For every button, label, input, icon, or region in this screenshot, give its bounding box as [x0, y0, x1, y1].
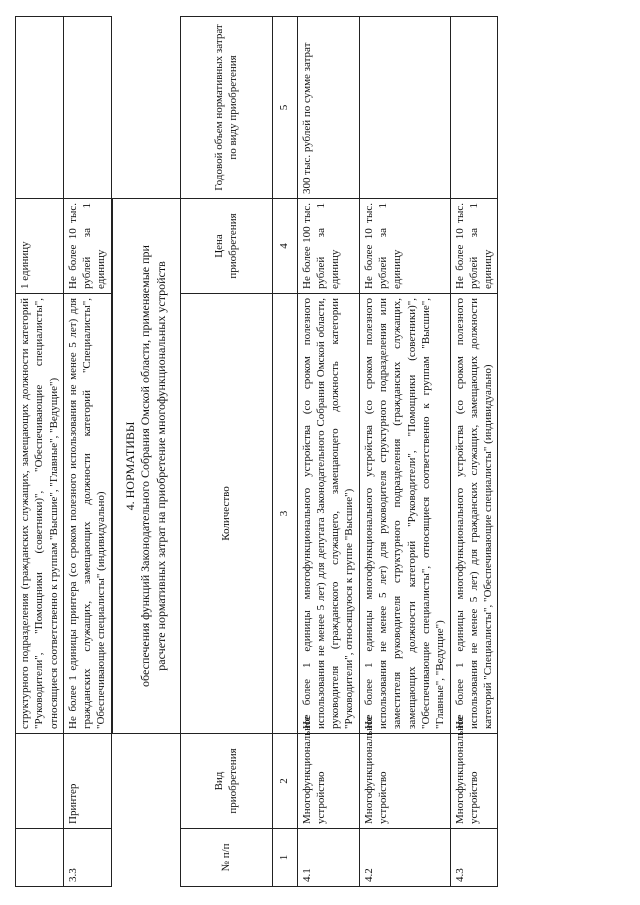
header-price: Цена приобретения [180, 198, 272, 293]
row-number: 3.3 [63, 829, 111, 887]
blank-cell [112, 829, 180, 887]
blank-cell [16, 17, 64, 199]
row-qty: Не более 1 единицы многофункционального устройства (со сроком полезного использования не менее 5 лет) для гражданских служащих, замещающих должности категорий "Специалисты", "Обеспечивающие специалисты" (индивидуально) [450, 294, 498, 734]
row-name: Принтер [63, 734, 111, 829]
col-number: 4 [272, 198, 297, 293]
section-title [112, 198, 180, 733]
table-row [450, 16, 498, 886]
table-row [359, 16, 450, 886]
row-name: Многофункциональное устройство [359, 734, 450, 829]
row-annual [359, 16, 450, 198]
row-qty: Не более 1 единицы принтера (со сроком полезного использования не менее 5 лет) для гражданских служащих, замещающих должности категорий "Специалисты", "Обеспечивающие специалисты" (индивидуально) [63, 294, 111, 734]
top-table [15, 16, 112, 887]
row-number: 4.1 [297, 829, 359, 887]
section-heading: 4. НОРМАТИВЫ [122, 421, 137, 511]
row-qty: Не более 1 единицы многофункционального устройства (со сроком полезного использования не менее 5 лет) для руководителя структурного подразделения или заместителя руководителя структурного подразделения (гражданских служащих, замещающих должности категорий "Руководители", "Помощники (советники)", "Обеспечивающие специалисты", относящиеся соответственно к группам "Высшие", "Главные", "Ведущие") [359, 294, 450, 734]
blank-cell [16, 829, 64, 887]
row-qty: Не более 1 единицы многофункционального устройства (со сроком полезного использования не менее 5 лет) для депутата Законодательного Собрания Омской области, руководителя (гражданского служащего, замещающего должность категории "Руководители", относящуюся к группе "Высшие") [297, 294, 359, 734]
row-name: Многофункциональное устройство [297, 734, 359, 829]
rotated-document-page [15, 17, 625, 887]
blank-cell [112, 734, 180, 829]
continuation-qty-cell: структурного подразделения (гражданских служащих, замещающих должности категорий "Руководители", "Помощники (советники)", "Обеспечивающие специалисты", относящиеся соответственно к группам "Высшие", "Главные", "Ведущие") [16, 294, 64, 734]
header-annual: Годовой объем нормативных затрат по виду приобретения [180, 16, 272, 198]
blank-cell [112, 16, 180, 198]
row-annual [63, 17, 111, 199]
row-annual [450, 16, 498, 198]
row-annual: 300 тыс. рублей по сумме затрат [297, 16, 359, 198]
row-name: Многофункциональное устройство [450, 734, 498, 829]
header-qty: Количество [180, 294, 272, 734]
row-number: 4.2 [359, 829, 450, 887]
header-num: № п/п [180, 829, 272, 887]
col-number: 5 [272, 16, 297, 198]
header-name: Вид приобретения [180, 734, 272, 829]
row-price: Не более 10 тыс. рублей за 1 единицу [359, 198, 450, 293]
section-subheading: обеспечения функций Законодательного Собрания Омской области, применяемые при расчете нормативных затрат на приобретение многофункциональных устройств [138, 245, 168, 687]
table-row [297, 16, 359, 886]
col-number: 1 [272, 829, 297, 887]
row-price: Не более 10 тыс. рублей за 1 единицу [63, 199, 111, 294]
row-number: 4.3 [450, 829, 498, 887]
main-table [112, 16, 499, 887]
row-price: Не более 10 тыс. рублей за 1 единицу [450, 198, 498, 293]
blank-cell [16, 734, 64, 829]
continuation-price-cell: 1 единицу [16, 199, 64, 294]
row-price: Не более 100 тыс. рублей за 1 единицу [297, 198, 359, 293]
col-number: 3 [272, 294, 297, 734]
col-number: 2 [272, 734, 297, 829]
